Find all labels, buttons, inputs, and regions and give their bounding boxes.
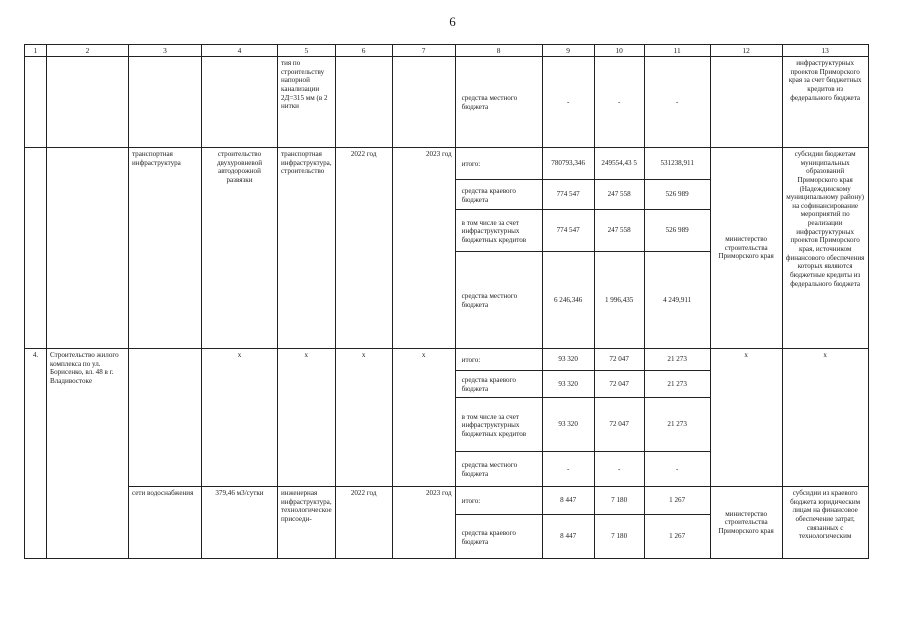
table-cell: итого: bbox=[455, 487, 542, 515]
page-number: 6 bbox=[449, 14, 456, 29]
table-cell: 379,46 м3/сутки bbox=[202, 487, 278, 559]
header-row bbox=[25, 45, 869, 57]
table-cell: 8 447 bbox=[542, 487, 594, 515]
table-cell: средства краевого бюджета bbox=[455, 371, 542, 398]
table-cell: инженерная инфраструктура, технологическое присоеди- bbox=[278, 487, 336, 559]
table-cell: 247 558 bbox=[594, 210, 644, 252]
table-cell: сети водоснабжения bbox=[129, 487, 202, 559]
table-cell: 7 180 bbox=[594, 515, 644, 559]
table-cell: транспортная инфраструктура bbox=[129, 148, 202, 349]
header-cell: 11 bbox=[644, 45, 710, 57]
table-cell: 247 558 bbox=[594, 180, 644, 210]
header-cell: 2 bbox=[47, 45, 129, 57]
table-cell bbox=[202, 57, 278, 148]
table-cell: 2022 год bbox=[335, 148, 392, 349]
table-cell: субсидии из краевого бюджета юридическим лицам на финансовое обеспечение затрат, связанных с технологическим bbox=[782, 487, 868, 559]
table-cell: 1 996,435 bbox=[594, 252, 644, 349]
table-cell: итого: bbox=[455, 148, 542, 180]
table-cell bbox=[129, 57, 202, 148]
table-cell bbox=[47, 57, 129, 148]
table-cell: 4. bbox=[25, 349, 47, 559]
table-cell: х bbox=[278, 349, 336, 487]
table-cell: 93 320 bbox=[542, 371, 594, 398]
table-cell: министерство строительства Приморского края bbox=[710, 148, 782, 349]
header-cell: 6 bbox=[335, 45, 392, 57]
table-cell: 526 989 bbox=[644, 210, 710, 252]
table-cell: итого: bbox=[455, 349, 542, 371]
table-cell: - bbox=[644, 57, 710, 148]
table-cell: 6 246,346 bbox=[542, 252, 594, 349]
table-cell: 93 320 bbox=[542, 398, 594, 452]
table-cell: строительство двухуровневой автодорожной развязки bbox=[202, 148, 278, 349]
table-cell: 2023 год bbox=[392, 487, 455, 559]
table-cell: 2023 год bbox=[392, 148, 455, 349]
table-cell: тия по строительству напорной канализации 2Д=315 мм (в 2 нитки bbox=[278, 57, 336, 148]
header-cell: 7 bbox=[392, 45, 455, 57]
table-cell: - bbox=[542, 57, 594, 148]
table-cell: Строительство жилого комплекса по ул. Борисенко, вл. 48 в г. Владивостоке bbox=[47, 349, 129, 559]
table-cell bbox=[47, 148, 129, 349]
table-cell: 8 447 bbox=[542, 515, 594, 559]
table-cell: 21 273 bbox=[644, 371, 710, 398]
header-cell: 4 bbox=[202, 45, 278, 57]
table-cell: 780793,346 bbox=[542, 148, 594, 180]
table-cell: - bbox=[542, 452, 594, 487]
table-cell: 72 047 bbox=[594, 349, 644, 371]
table-cell: субсидии бюджетам муниципальных образований Приморского края (Надеждинскому муниципальному району) на софинансирование мероприятий по реализации инфраструктурных проектов Приморского края, источником финансового обеспечения которых являются бюджетные кредиты из федерального бюджета bbox=[782, 148, 868, 349]
table-cell: транспортная инфраструктура, строительство bbox=[278, 148, 336, 349]
table-cell: 21 273 bbox=[644, 349, 710, 371]
table-cell: средства краевого бюджета bbox=[455, 515, 542, 559]
table-cell bbox=[25, 57, 47, 148]
table-cell: - bbox=[594, 57, 644, 148]
table-cell: 93 320 bbox=[542, 349, 594, 371]
header-cell: 3 bbox=[129, 45, 202, 57]
table-cell: - bbox=[594, 452, 644, 487]
table-cell: средства местного бюджета bbox=[455, 57, 542, 148]
table-cell: 72 047 bbox=[594, 398, 644, 452]
header-cell: 12 bbox=[710, 45, 782, 57]
table-cell bbox=[710, 57, 782, 148]
header-cell: 10 bbox=[594, 45, 644, 57]
table-cell: в том числе за счет инфраструктурных бюджетных кредитов bbox=[455, 398, 542, 452]
table-cell: 2022 год bbox=[335, 487, 392, 559]
table-cell: инфраструктурных проектов Приморского края за счет бюджетных кредитов из федерального бюджета bbox=[782, 57, 868, 148]
table-cell: 249554,43 5 bbox=[594, 148, 644, 180]
table-row bbox=[25, 57, 869, 148]
table-cell: 774 547 bbox=[542, 210, 594, 252]
table-row bbox=[25, 487, 869, 515]
header-cell: 1 bbox=[25, 45, 47, 57]
table-cell: 72 047 bbox=[594, 371, 644, 398]
table-cell: 1 267 bbox=[644, 487, 710, 515]
table-cell: средства местного бюджета bbox=[455, 252, 542, 349]
table-cell: средства краевого бюджета bbox=[455, 180, 542, 210]
table-cell: 531238,911 bbox=[644, 148, 710, 180]
header-cell: 5 bbox=[278, 45, 336, 57]
table-cell bbox=[335, 57, 392, 148]
table-cell: 21 273 bbox=[644, 398, 710, 452]
table-cell: средства местного бюджета bbox=[455, 452, 542, 487]
budget-table bbox=[24, 44, 869, 559]
table-cell: х bbox=[392, 349, 455, 487]
table-row bbox=[25, 148, 869, 180]
header-cell: 9 bbox=[542, 45, 594, 57]
table-cell bbox=[25, 148, 47, 349]
table-cell: 526 989 bbox=[644, 180, 710, 210]
table-cell bbox=[129, 349, 202, 487]
table-cell: министерство строительства Приморского края bbox=[710, 487, 782, 559]
table-cell: 1 267 bbox=[644, 515, 710, 559]
table-cell: х bbox=[782, 349, 868, 487]
table-cell bbox=[392, 57, 455, 148]
table-cell: 4 249,911 bbox=[644, 252, 710, 349]
table-cell: х bbox=[710, 349, 782, 487]
table-cell: в том числе за счет инфраструктурных бюджетных кредитов bbox=[455, 210, 542, 252]
header-cell: 13 bbox=[782, 45, 868, 57]
header-cell: 8 bbox=[455, 45, 542, 57]
table-cell: х bbox=[202, 349, 278, 487]
table-cell: - bbox=[644, 452, 710, 487]
table-cell: х bbox=[335, 349, 392, 487]
table-cell: 774 547 bbox=[542, 180, 594, 210]
table-cell: 7 180 bbox=[594, 487, 644, 515]
table-row bbox=[25, 349, 869, 371]
